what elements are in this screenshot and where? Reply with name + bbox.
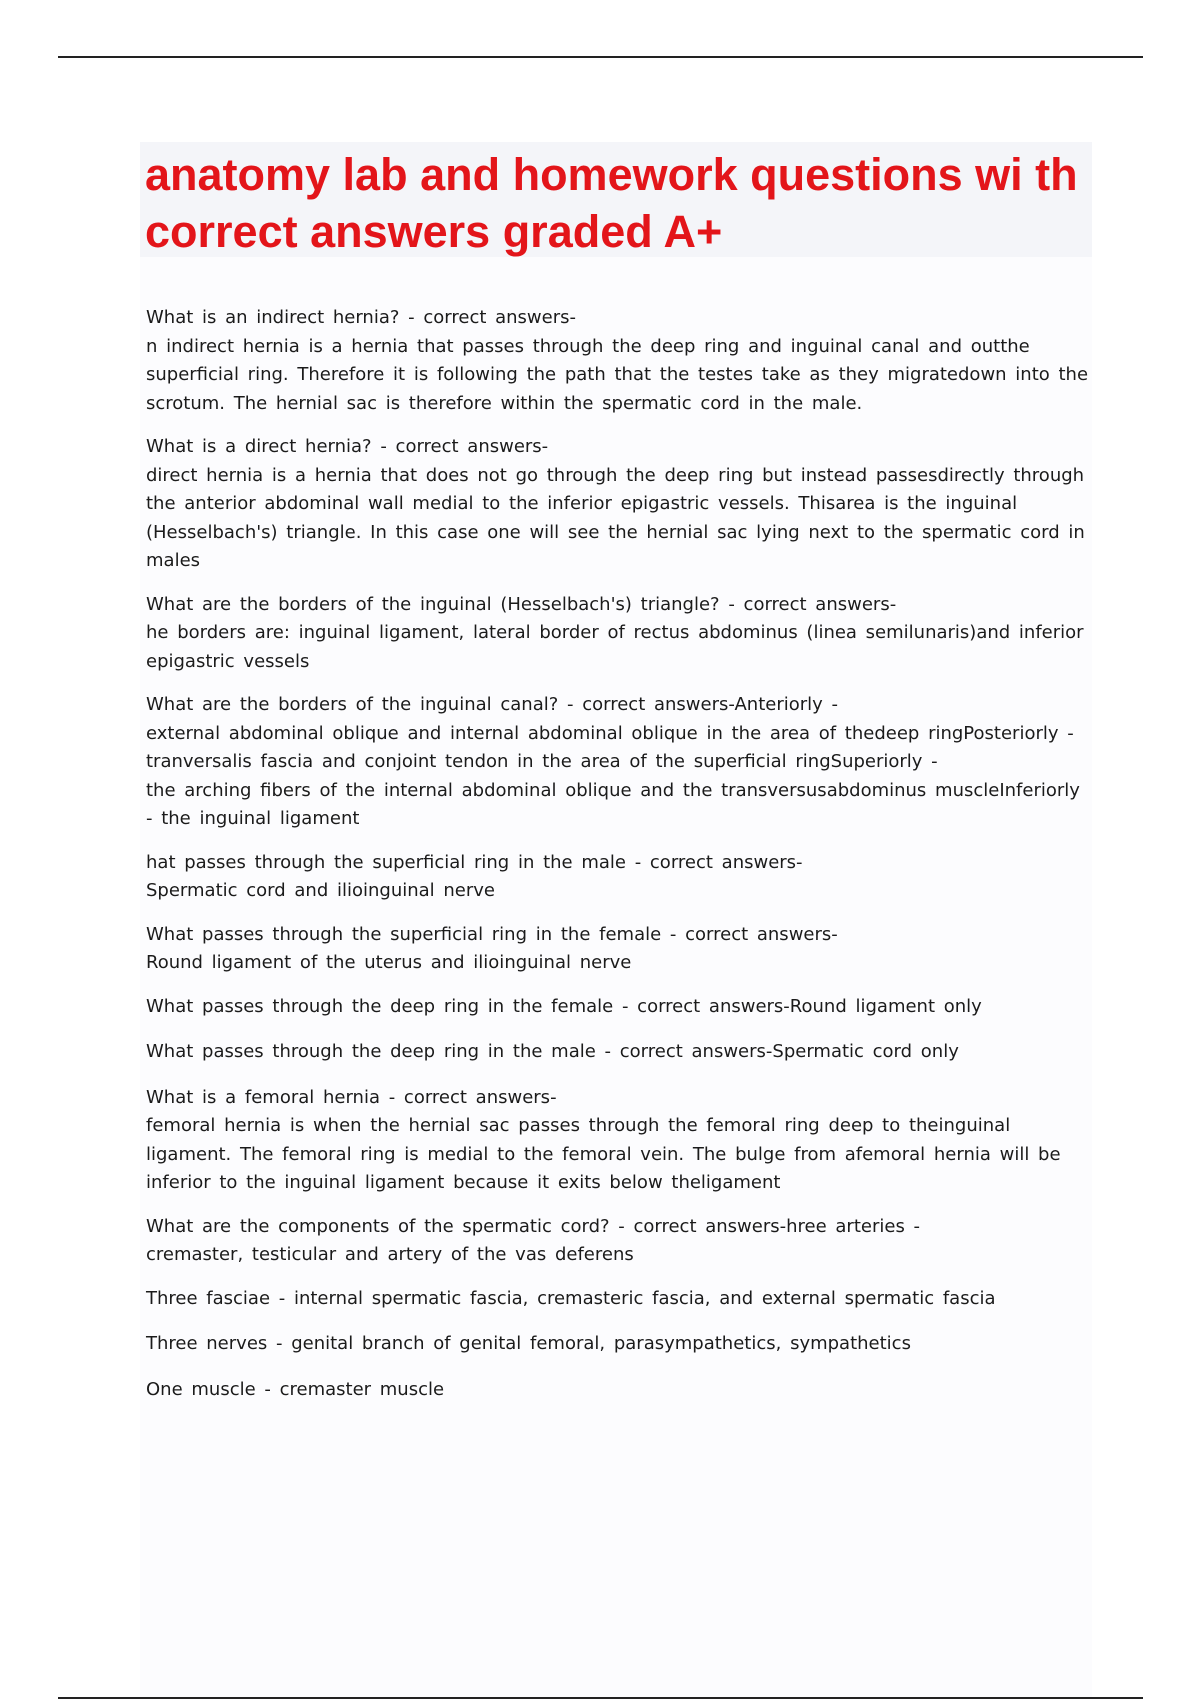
question-text: What are the borders of the inguinal canal? - correct answers-Anteriorly - <box>146 694 839 715</box>
question-text: What are the borders of the inguinal (Hesselbach's) triangle? - correct answers- <box>146 593 897 615</box>
answer-text: external abdominal oblique and internal abdominal oblique in the area of thedeep ringPosteriorly - tranversalis fascia and conjoint tendon in the area of the superficial ringSuperiorly - the arching fibers of the internal abdominal oblique and the transversusabdominus muscleInferiorly - the inguinal ligament <box>146 722 1080 829</box>
qa-item-10 <box>146 1213 1090 1270</box>
qa-item-2 <box>146 433 1090 576</box>
question-text: What is a femoral hernia - correct answers- <box>146 1086 557 1108</box>
title-band <box>140 142 1092 257</box>
question-text: What is an indirect hernia? - correct answers- <box>146 307 576 328</box>
answer-text: he borders are: inguinal ligament, lateral border of rectus abdominus (linea semilunaris)and inferior epigastric vessels <box>146 622 1084 672</box>
qa-item-4 <box>146 691 1090 834</box>
question-text: Three fasciae - internal spermatic fascia, cremasteric fascia, and external spermatic fascia <box>146 1287 996 1309</box>
question-text: One muscle - cremaster muscle <box>146 1378 445 1400</box>
question-text: What passes through the deep ring in the male - correct answers-Spermatic cord only <box>146 1041 959 1062</box>
qa-item-8 <box>146 1038 1090 1067</box>
answer-text: femoral hernia is when the hernial sac passes through the femoral ring deep to theinguinal ligament. The femoral ring is medial to the femoral vein. The bulge from afemoral hernia will be inferior to the inguinal ligament because it exits below theligament <box>146 1115 1061 1193</box>
answer-text: Round ligament of the uterus and ilioinguinal nerve <box>146 952 632 973</box>
qa-item-1 <box>146 304 1090 418</box>
question-text: What passes through the superficial ring in the female - correct answers- <box>146 923 838 945</box>
bottom-rule <box>58 1697 1143 1699</box>
qa-list <box>146 304 1090 1419</box>
answer-text: direct hernia is a hernia that does not go through the deep ring but instead passesdirectly through the anterior abdominal wall medial to the inferior epigastric vessels. Thisarea is the inguinal (Hesselbach's) triangle. In this case one will see the hernial sac lying next to the spermatic cord in males <box>146 464 1085 571</box>
question-text: What passes through the deep ring in the female - correct answers-Round ligament only <box>146 995 982 1017</box>
document-title: anatomy lab and homework questions wi th correct answers graded A+ <box>145 149 1078 257</box>
qa-item-6 <box>146 921 1090 978</box>
answer-text: cremaster, testicular and artery of the vas deferens <box>146 1244 634 1265</box>
answer-text: Spermatic cord and ilioinguinal nerve <box>146 880 496 901</box>
question-text: What are the components of the spermatic cord? - correct answers-hree arteries - <box>146 1215 921 1237</box>
qa-item-11 <box>146 1285 1090 1314</box>
qa-item-9 <box>146 1084 1090 1198</box>
qa-item-12 <box>146 1330 1090 1359</box>
answer-text: n indirect hernia is a hernia that passes through the deep ring and inguinal canal and outthe superficial ring. Therefore it is following the path that the testes take as they migratedown into the scrotum. The hernial sac is therefore within the spermatic cord in the male. <box>146 335 1089 414</box>
question-text: hat passes through the superficial ring in the male - correct answers- <box>146 851 803 873</box>
page-sheet <box>140 142 1092 1698</box>
qa-item-3 <box>146 591 1090 677</box>
qa-item-5 <box>146 849 1090 906</box>
question-text: What is a direct hernia? - correct answers- <box>146 436 549 457</box>
top-rule <box>58 56 1143 58</box>
question-text: Three nerves - genital branch of genital femoral, parasympathetics, sympathetics <box>146 1333 911 1354</box>
qa-item-13 <box>146 1376 1090 1405</box>
qa-item-7 <box>146 993 1090 1022</box>
